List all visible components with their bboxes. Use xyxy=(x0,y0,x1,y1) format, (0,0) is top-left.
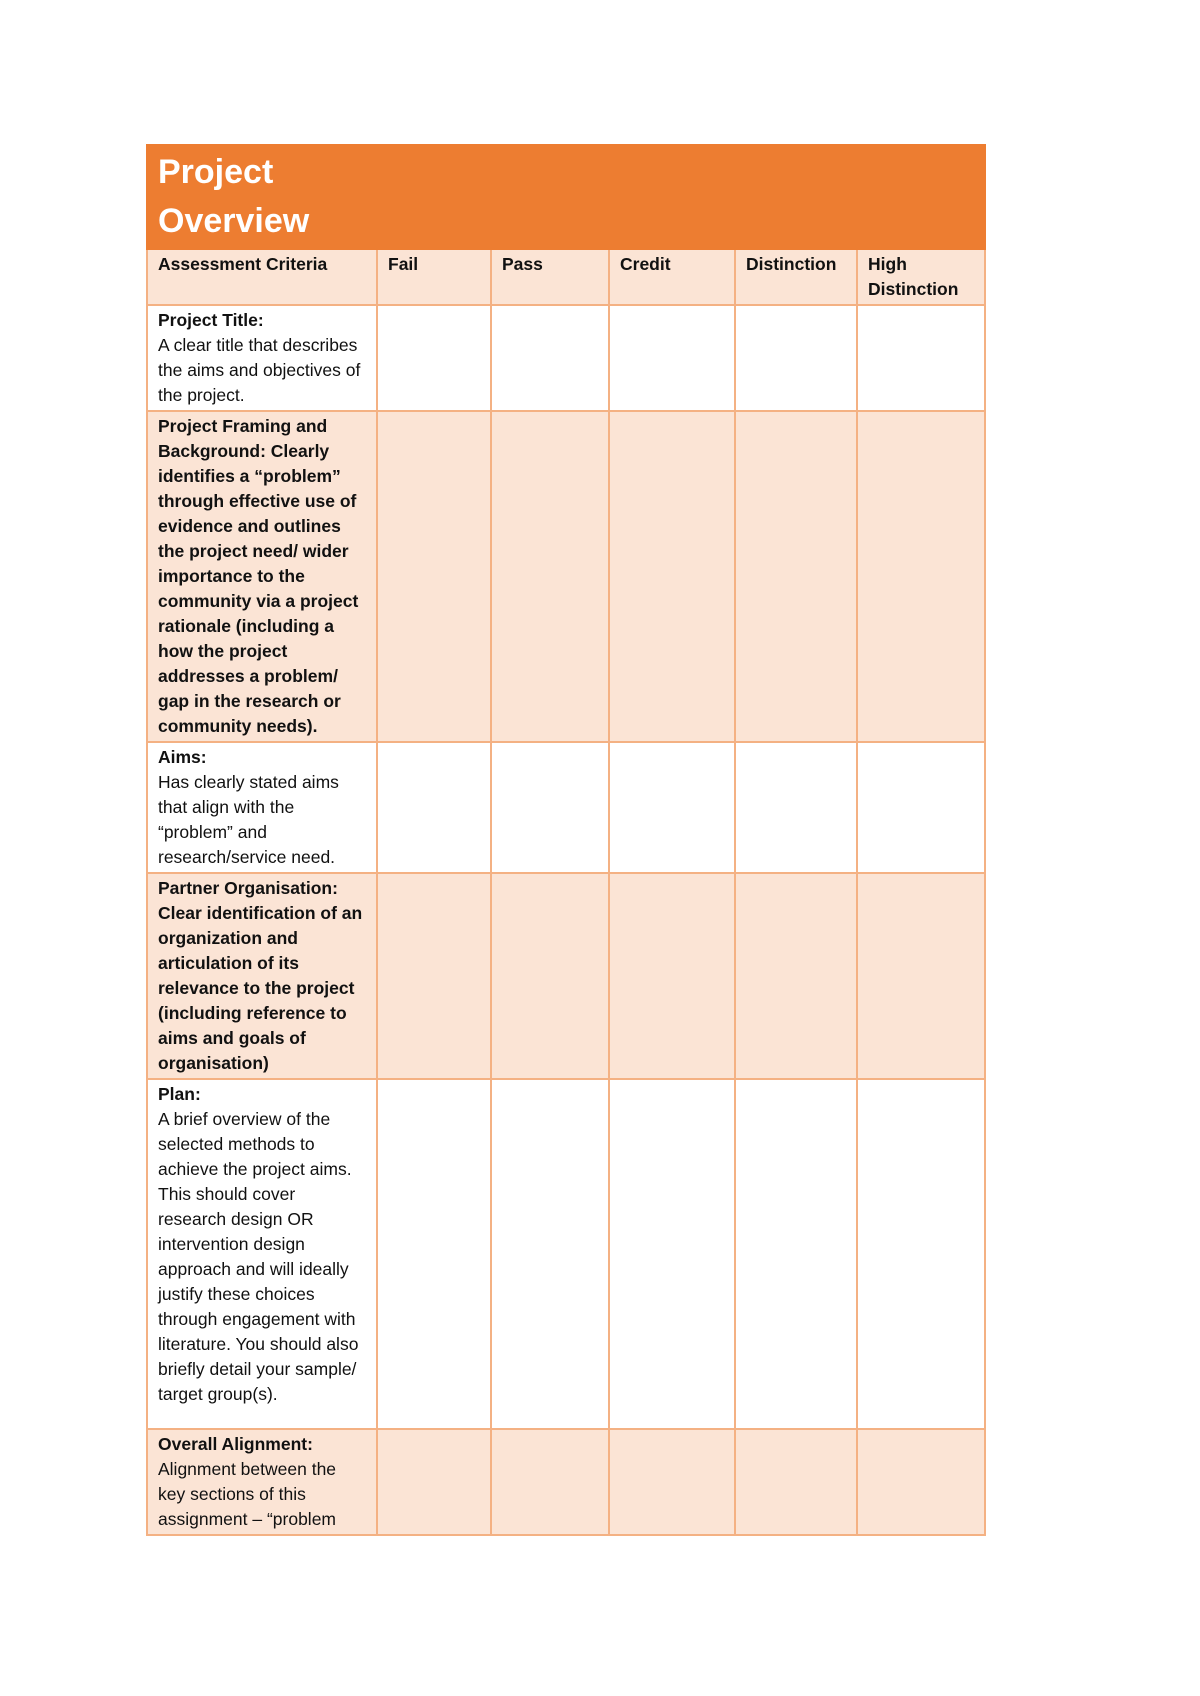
distinction-cell[interactable] xyxy=(735,1079,857,1429)
title-row xyxy=(147,145,985,249)
criteria-title: Project Title: xyxy=(158,310,264,330)
header-pass: Pass xyxy=(491,249,609,305)
header-fail: Fail xyxy=(377,249,491,305)
header-credit: Credit xyxy=(609,249,735,305)
table-row xyxy=(147,305,985,411)
credit-cell[interactable] xyxy=(609,873,735,1079)
high-distinction-cell[interactable] xyxy=(857,873,985,1079)
distinction-cell[interactable] xyxy=(735,411,857,742)
table-row xyxy=(147,411,985,742)
distinction-cell[interactable] xyxy=(735,873,857,1079)
credit-cell[interactable] xyxy=(609,1079,735,1429)
criteria-cell xyxy=(147,305,377,411)
fail-cell[interactable] xyxy=(377,1429,491,1535)
table-row xyxy=(147,1079,985,1429)
criteria-description: Alignment between the key sections of this assignment – “problem xyxy=(158,1459,337,1529)
table-row xyxy=(147,742,985,873)
high-distinction-cell[interactable] xyxy=(857,411,985,742)
fail-cell[interactable] xyxy=(377,411,491,742)
header-assessment-criteria: Assessment Criteria xyxy=(147,249,377,305)
table-row xyxy=(147,1429,985,1535)
distinction-cell[interactable] xyxy=(735,742,857,873)
high-distinction-cell[interactable] xyxy=(857,1429,985,1535)
credit-cell[interactable] xyxy=(609,1429,735,1535)
criteria-cell xyxy=(147,742,377,873)
criteria-cell xyxy=(147,1429,377,1535)
criteria-cell xyxy=(147,411,377,742)
pass-cell[interactable] xyxy=(491,1429,609,1535)
distinction-cell[interactable] xyxy=(735,1429,857,1535)
fail-cell[interactable] xyxy=(377,873,491,1079)
criteria-title: Partner Organisation: xyxy=(158,878,338,898)
high-distinction-cell[interactable] xyxy=(857,305,985,411)
credit-cell[interactable] xyxy=(609,411,735,742)
criteria-description: Clear identification of an organization and articulation of its relevance to the project (including reference to aims and goals of organisation) xyxy=(158,903,363,1073)
pass-cell[interactable] xyxy=(491,873,609,1079)
fail-cell[interactable] xyxy=(377,1079,491,1429)
criteria-title: Overall Alignment: xyxy=(158,1434,313,1454)
credit-cell[interactable] xyxy=(609,305,735,411)
pass-cell[interactable] xyxy=(491,742,609,873)
header-row xyxy=(147,249,985,305)
criteria-description: Clearly identifies a “problem” through effective use of evidence and outlines the project need/ wider importance to the community via a project rationale (including a how the project addresses a problem/ gap in the research or community needs). xyxy=(158,441,359,736)
criteria-cell xyxy=(147,873,377,1079)
high-distinction-cell[interactable] xyxy=(857,742,985,873)
criteria-title: Aims: xyxy=(158,747,207,767)
criteria-description: A brief overview of the selected methods to achieve the project aims. This should cover research design OR intervention design approach and will ideally justify these choices through engagement with literature. You should also briefly detail your sample/ target group(s). xyxy=(158,1109,359,1404)
rubric-table xyxy=(146,144,986,1536)
pass-cell[interactable] xyxy=(491,305,609,411)
pass-cell[interactable] xyxy=(491,411,609,742)
credit-cell[interactable] xyxy=(609,742,735,873)
table-title: Project Overview xyxy=(158,153,310,240)
header-distinction: Distinction xyxy=(735,249,857,305)
table-title-cell xyxy=(147,145,985,249)
criteria-title: Plan: xyxy=(158,1084,201,1104)
fail-cell[interactable] xyxy=(377,742,491,873)
pass-cell[interactable] xyxy=(491,1079,609,1429)
criteria-title: Project Framing and Background: xyxy=(158,416,328,461)
table-row xyxy=(147,873,985,1079)
header-high-distinction: High Distinction xyxy=(857,249,985,305)
criteria-description: A clear title that describes the aims and objectives of the project. xyxy=(158,335,361,405)
distinction-cell[interactable] xyxy=(735,305,857,411)
fail-cell[interactable] xyxy=(377,305,491,411)
criteria-description: Has clearly stated aims that align with the “problem” and research/service need. xyxy=(158,772,339,867)
criteria-cell xyxy=(147,1079,377,1429)
high-distinction-cell[interactable] xyxy=(857,1079,985,1429)
